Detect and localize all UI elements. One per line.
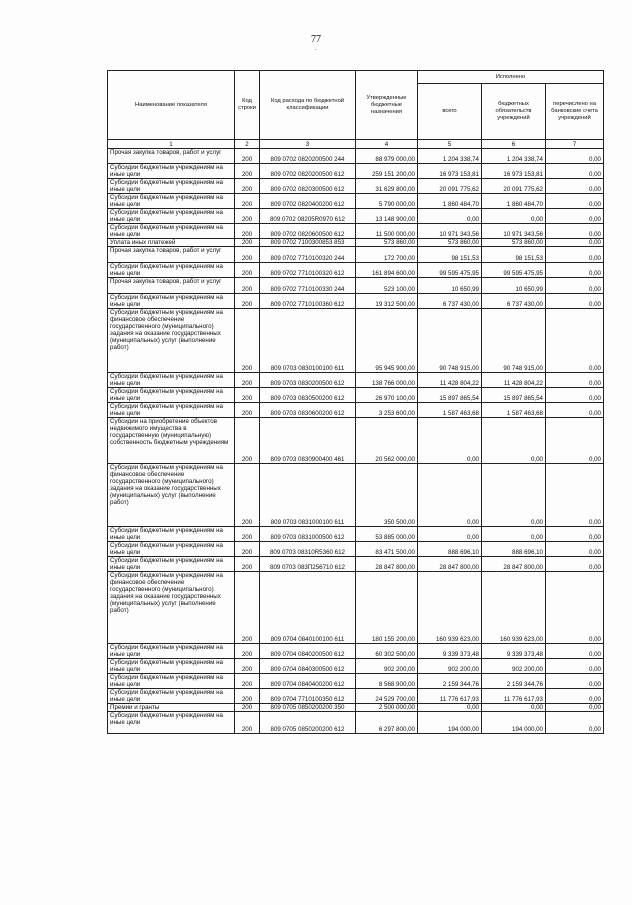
row-expense-code: 809 0704 7710100350 612 [260,689,356,704]
row-approved: 180 155 200,00 [356,572,418,644]
row-approved: 8 568 900,00 [356,674,418,689]
row-expense-code: 809 0703 0831000100 611 [260,464,356,527]
col-number: 1 [108,140,235,149]
row-line-code: 200 [235,239,260,247]
row-executed-transferred: 0,00 [546,309,604,373]
col-number: 6 [482,140,546,149]
table-row [108,278,604,294]
row-executed-transferred: 0,00 [546,674,604,689]
page-dot: . [315,46,317,52]
row-name: Субсидии бюджетным учреждениям на иные цели [108,689,235,704]
row-executed-transferred: 0,00 [546,294,604,309]
table-row [108,224,604,239]
header-name: Наименование показателя [108,71,235,140]
row-executed-transferred: 0,00 [546,194,604,209]
row-line-code: 200 [235,712,260,734]
row-expense-code: 809 0705 0850200200 350 [260,704,356,712]
row-executed-transferred: 0,00 [546,644,604,659]
row-executed-obligations: 1 204 338,74 [482,149,546,164]
row-executed-transferred: 0,00 [546,689,604,704]
row-name: Уплата иных платежей [108,239,235,247]
row-expense-code: 809 0702 0820600500 612 [260,224,356,239]
row-approved: 523 100,00 [356,278,418,294]
row-name: Субсидии бюджетным учреждениям на финансовое обеспечение государственного (муниципального) задания на оказание государственных (муниципальных) услуг (выполнение работ) [108,572,235,644]
col-number: 3 [260,140,356,149]
table-row [108,239,604,247]
row-approved: 60 302 500,00 [356,644,418,659]
table-row [108,194,604,209]
row-executed-obligations: 99 595 475,95 [482,263,546,278]
table-row [108,388,604,403]
row-approved: 6 297 800,00 [356,712,418,734]
row-executed-transferred: 0,00 [546,712,604,734]
header-transferred: перечислено на банковские счета учреждений [546,84,604,140]
row-executed-total: 15 897 865,54 [418,388,482,403]
row-approved: 88 979 000,00 [356,149,418,164]
row-approved: 573 860,00 [356,239,418,247]
header-expense-code: Код расхода по бюджетной классификации [260,71,356,140]
row-expense-code: 809 0702 7710100360 612 [260,294,356,309]
row-line-code: 200 [235,179,260,194]
row-executed-transferred: 0,00 [546,542,604,557]
row-line-code: 200 [235,294,260,309]
table-row [108,309,604,373]
row-line-code: 200 [235,373,260,388]
table-body [108,149,604,734]
table-row [108,294,604,309]
table-row [108,659,604,674]
row-executed-total: 20 091 775,62 [418,179,482,194]
row-expense-code: 809 0703 08310R5360 612 [260,542,356,557]
row-name: Субсидии бюджетным учреждениям на иные цели [108,194,235,209]
row-name: Субсидии бюджетным учреждениям на иные цели [108,659,235,674]
row-expense-code: 809 0702 7100300853 853 [260,239,356,247]
row-approved: 11 500 000,00 [356,224,418,239]
table-row [108,418,604,464]
row-expense-code: 809 0702 7710100320 244 [260,247,356,263]
row-line-code: 200 [235,263,260,278]
row-approved: 53 885 000,00 [356,527,418,542]
row-expense-code: 809 0703 0831000500 612 [260,527,356,542]
row-approved: 20 562 000,00 [356,418,418,464]
row-name: Субсидии бюджетным учреждениям на иные цели [108,542,235,557]
row-executed-obligations: 573 860,00 [482,239,546,247]
row-approved: 31 629 800,00 [356,179,418,194]
row-expense-code: 809 0703 0830500200 612 [260,388,356,403]
row-executed-total: 10 650,99 [418,278,482,294]
header-approved: Утвержденные бюджетные назначения [356,71,418,140]
row-expense-code: 809 0703 083П256710 612 [260,557,356,572]
table-row [108,263,604,278]
row-line-code: 200 [235,149,260,164]
row-name: Субсидии бюджетным учреждениям на иные цели [108,164,235,179]
row-executed-obligations: 0,00 [482,464,546,527]
row-executed-transferred: 0,00 [546,209,604,224]
table-row [108,557,604,572]
header-obligations: бюджетных обязательств учреждений [482,84,546,140]
row-approved: 259 151 200,00 [356,164,418,179]
row-expense-code: 809 0702 08205R0970 612 [260,209,356,224]
row-executed-obligations: 1 587 463,68 [482,403,546,418]
row-name: Субсидии бюджетным учреждениям на иные цели [108,373,235,388]
col-number: 2 [235,140,260,149]
row-executed-transferred: 0,00 [546,403,604,418]
table-row [108,403,604,418]
row-line-code: 200 [235,464,260,527]
row-executed-total: 11 428 804,22 [418,373,482,388]
table-row [108,527,604,542]
row-name: Субсидии бюджетным учреждениям на иные цели [108,388,235,403]
row-approved: 161 894 600,00 [356,263,418,278]
row-line-code: 200 [235,659,260,674]
row-executed-obligations: 28 847 800,00 [482,557,546,572]
row-executed-transferred: 0,00 [546,659,604,674]
row-executed-obligations: 6 737 430,00 [482,294,546,309]
row-executed-total: 1 587 463,68 [418,403,482,418]
row-approved: 902 200,00 [356,659,418,674]
row-executed-obligations: 9 339 373,48 [482,644,546,659]
table-row [108,247,604,263]
row-line-code: 200 [235,674,260,689]
row-name: Субсидии бюджетным учреждениям на иные цели [108,294,235,309]
row-executed-total: 573 860,00 [418,239,482,247]
row-executed-obligations: 98 151,53 [482,247,546,263]
row-expense-code: 809 0704 0840300500 612 [260,659,356,674]
table-row [108,689,604,704]
row-approved: 5 790 000,00 [356,194,418,209]
row-executed-obligations: 0,00 [482,704,546,712]
row-line-code: 200 [235,194,260,209]
budget-execution-table [107,70,604,734]
row-approved: 26 970 100,00 [356,388,418,403]
row-expense-code: 809 0703 0830100100 611 [260,309,356,373]
row-expense-code: 809 0702 7710100330 244 [260,278,356,294]
row-approved: 24 529 700,00 [356,689,418,704]
row-name: Прочая закупка товаров, работ и услуг [108,247,235,263]
row-name: Субсидии бюджетным учреждениям на иные цели [108,209,235,224]
row-expense-code: 809 0705 0850200200 612 [260,712,356,734]
row-expense-code: 809 0702 7710100320 612 [260,263,356,278]
row-executed-obligations: 0,00 [482,418,546,464]
row-executed-total: 1 860 484,70 [418,194,482,209]
row-executed-obligations: 10 971 343,56 [482,224,546,239]
row-executed-obligations: 90 748 915,00 [482,309,546,373]
row-executed-total: 11 776 617,93 [418,689,482,704]
row-executed-total: 99 595 475,95 [418,263,482,278]
row-approved: 350 500,00 [356,464,418,527]
row-approved: 83 471 500,00 [356,542,418,557]
row-line-code: 200 [235,309,260,373]
row-expense-code: 809 0704 0840100100 611 [260,572,356,644]
row-name: Премии и гранты [108,704,235,712]
row-approved: 3 253 600,00 [356,403,418,418]
row-executed-obligations: 2 159 344,76 [482,674,546,689]
row-executed-transferred: 0,00 [546,239,604,247]
row-executed-total: 0,00 [418,418,482,464]
table-row [108,373,604,388]
table-row [108,464,604,527]
row-line-code: 200 [235,689,260,704]
row-name: Субсидии бюджетным учреждениям на финансовое обеспечение государственного (муниципального) задания на оказание государственных (муниципальных) услуг (выполнение работ) [108,309,235,373]
row-executed-obligations: 20 091 775,62 [482,179,546,194]
row-executed-obligations: 0,00 [482,209,546,224]
row-executed-total: 2 159 344,76 [418,674,482,689]
row-line-code: 200 [235,557,260,572]
col-number: 7 [546,140,604,149]
row-executed-total: 0,00 [418,209,482,224]
page-number: 77 [311,34,321,45]
row-executed-obligations: 194 000,00 [482,712,546,734]
row-expense-code: 809 0702 0820300500 612 [260,179,356,194]
row-name: Субсидии бюджетным учреждениям на иные цели [108,712,235,734]
row-name: Субсидии бюджетным учреждениям на иные цели [108,557,235,572]
row-approved: 2 500 000,00 [356,704,418,712]
row-executed-total: 902 200,00 [418,659,482,674]
row-name: Прочая закупка товаров, работ и услуг [108,149,235,164]
row-executed-total: 98 151,53 [418,247,482,263]
row-executed-transferred: 0,00 [546,572,604,644]
row-executed-total: 6 737 430,00 [418,294,482,309]
table-row [108,179,604,194]
row-expense-code: 809 0704 0840200500 612 [260,644,356,659]
row-executed-obligations: 11 776 617,93 [482,689,546,704]
row-line-code: 200 [235,704,260,712]
row-executed-transferred: 0,00 [546,278,604,294]
row-executed-total: 9 339 373,48 [418,644,482,659]
header-executed: Исполнено [418,71,604,84]
row-name: Субсидии бюджетным учреждениям на иные цели [108,403,235,418]
row-executed-transferred: 0,00 [546,373,604,388]
row-expense-code: 809 0702 0820200500 244 [260,149,356,164]
row-name: Субсидии на приобретение объектов недвижимого имущества в государственную (муниципальную) собственность бюджетным учреждениям [108,418,235,464]
row-executed-total: 888 696,10 [418,542,482,557]
row-line-code: 200 [235,164,260,179]
row-name: Прочая закупка товаров, работ и услуг [108,278,235,294]
row-executed-obligations: 15 897 865,54 [482,388,546,403]
row-executed-transferred: 0,00 [546,179,604,194]
row-expense-code: 809 0704 0840400200 612 [260,674,356,689]
row-executed-total: 1 204 338,74 [418,149,482,164]
table-row [108,712,604,734]
header-line-code: Код строки [235,71,260,140]
table-row [108,674,604,689]
row-executed-transferred: 0,00 [546,418,604,464]
column-number-row [108,140,604,149]
row-line-code: 200 [235,644,260,659]
row-executed-transferred: 0,00 [546,464,604,527]
row-executed-transferred: 0,00 [546,704,604,712]
row-name: Субсидии бюджетным учреждениям на иные цели [108,674,235,689]
table-row [108,164,604,179]
row-executed-obligations: 16 973 153,81 [482,164,546,179]
row-line-code: 200 [235,542,260,557]
row-line-code: 200 [235,209,260,224]
row-expense-code: 809 0703 0830600200 612 [260,403,356,418]
row-executed-total: 0,00 [418,527,482,542]
row-executed-transferred: 0,00 [546,527,604,542]
table-row [108,542,604,557]
row-expense-code: 809 0703 0830900400 461 [260,418,356,464]
row-name: Субсидии бюджетным учреждениям на иные цели [108,179,235,194]
row-approved: 172 700,00 [356,247,418,263]
row-executed-total: 0,00 [418,464,482,527]
row-line-code: 200 [235,527,260,542]
row-name: Субсидии бюджетным учреждениям на иные цели [108,224,235,239]
row-executed-total: 194 000,00 [418,712,482,734]
row-expense-code: 809 0702 0820400200 612 [260,194,356,209]
row-approved: 19 312 500,00 [356,294,418,309]
row-line-code: 200 [235,403,260,418]
row-executed-transferred: 0,00 [546,263,604,278]
table-row [108,572,604,644]
row-executed-transferred: 0,00 [546,149,604,164]
row-executed-total: 16 973 153,81 [418,164,482,179]
row-name: Субсидии бюджетным учреждениям на иные цели [108,527,235,542]
row-executed-obligations: 10 650,99 [482,278,546,294]
row-name: Субсидии бюджетным учреждениям на иные цели [108,263,235,278]
row-executed-transferred: 0,00 [546,388,604,403]
row-executed-transferred: 0,00 [546,164,604,179]
row-name: Субсидии бюджетным учреждениям на финансовое обеспечение государственного (муниципального) задания на оказание государственных (муниципальных) услуг (выполнение работ) [108,464,235,527]
row-line-code: 200 [235,278,260,294]
row-line-code: 200 [235,247,260,263]
row-name: Субсидии бюджетным учреждениям на иные цели [108,644,235,659]
row-executed-total: 0,00 [418,704,482,712]
row-executed-obligations: 888 696,10 [482,542,546,557]
col-number: 5 [418,140,482,149]
header-total: всего [418,84,482,140]
table-row [108,704,604,712]
row-executed-total: 28 847 800,00 [418,557,482,572]
row-executed-obligations: 902 200,00 [482,659,546,674]
row-executed-transferred: 0,00 [546,224,604,239]
row-approved: 13 148 900,00 [356,209,418,224]
row-executed-total: 10 971 343,56 [418,224,482,239]
row-executed-transferred: 0,00 [546,557,604,572]
row-expense-code: 809 0703 0830200500 612 [260,373,356,388]
row-line-code: 200 [235,224,260,239]
row-approved: 28 847 800,00 [356,557,418,572]
row-approved: 138 766 000,00 [356,373,418,388]
row-executed-obligations: 1 860 484,70 [482,194,546,209]
row-executed-total: 160 939 623,00 [418,572,482,644]
col-number: 4 [356,140,418,149]
row-executed-transferred: 0,00 [546,247,604,263]
table-row [108,149,604,164]
row-line-code: 200 [235,418,260,464]
row-executed-obligations: 0,00 [482,527,546,542]
row-line-code: 200 [235,388,260,403]
row-executed-obligations: 160 939 623,00 [482,572,546,644]
row-executed-obligations: 11 428 804,22 [482,373,546,388]
row-executed-total: 90 748 915,00 [418,309,482,373]
row-approved: 95 945 900,00 [356,309,418,373]
table-row [108,644,604,659]
row-line-code: 200 [235,572,260,644]
table-row [108,209,604,224]
row-expense-code: 809 0702 0820200500 612 [260,164,356,179]
